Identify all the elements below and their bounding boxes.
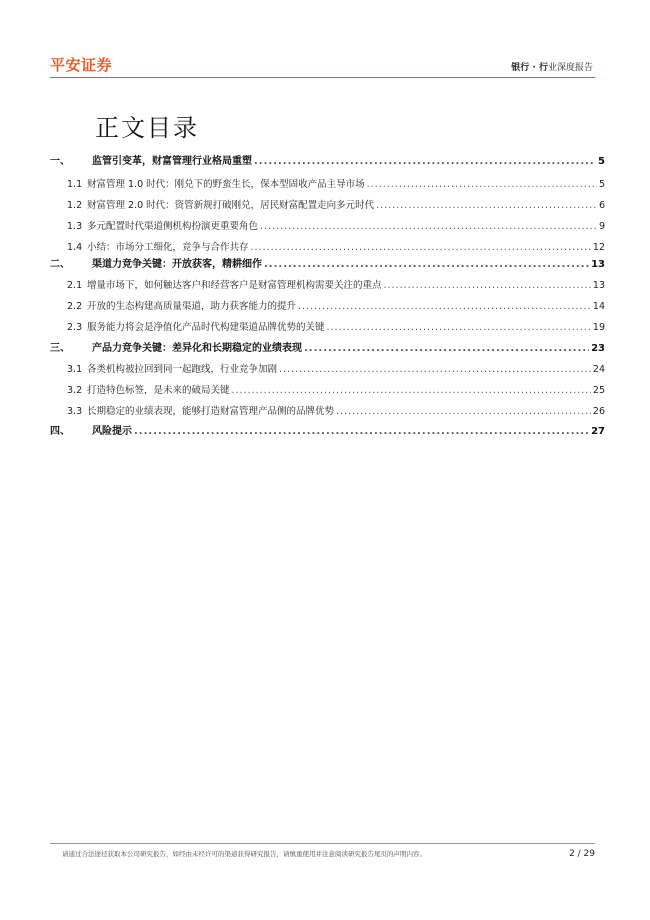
toc-entry-number: 2.2 [67,301,83,312]
toc-dot-leader [279,364,591,375]
toc-entry-title: 渠道力竞争关键：开放获客，精耕细作 [92,259,262,270]
toc-entry-number: 2.3 [67,322,83,333]
toc-dot-leader [384,280,591,291]
toc-entry-number: 一、 [50,156,70,167]
toc-dot-leader [264,259,589,270]
toc-dot-leader [304,343,589,354]
footer-disclaimer: 请通过合法途径获取本公司研究报告，如经由未经许可的渠道获得研究报告，请慎重使用并注意阅读研究报告尾页的声明内容。 [62,850,426,858]
toc-entry[interactable] [50,322,605,333]
company-logo: 平安证券 [50,56,113,74]
toc-entry-page: 25 [592,385,605,396]
toc-entry[interactable] [50,301,605,312]
toc-entry-page: 19 [592,322,605,333]
report-type: 业深度报告 [547,63,593,73]
toc-entry-title: 财富管理 2.0 时代：资管新规打破刚兑，居民财富配置走向多元时代 [87,200,375,211]
footer-divider [50,843,595,844]
toc-entry-title: 打造特色标签，是未来的破局关键 [87,385,230,396]
toc-entry-number: 3.3 [67,406,83,417]
toc-entry-number: 三、 [50,343,70,354]
toc-entry-page: 5 [598,156,605,167]
toc-entry-title: 产品力竞争关键：差异化和长期稳定的业绩表现 [92,343,302,354]
toc-entry-page: 27 [591,426,605,437]
toc-entry-title: 开放的生态构建高质量渠道，助力获客能力的提升 [87,301,297,312]
toc-entry[interactable] [50,242,605,253]
toc-dot-leader [298,301,591,312]
toc-entry-title: 长期稳定的业绩表现，能够打造财富管理产品侧的品牌优势 [87,406,335,417]
toc-entry-title: 财富管理 1.0 时代：刚兑下的野蛮生长，保本型固收产品主导市场 [87,179,365,190]
toc-dot-leader [327,322,591,333]
page-number: 2 / 29 [569,849,595,859]
toc-entry-title: 各类机构被拉回到同一起跑线，行业竞争加剧 [87,364,278,375]
toc-entry-number: 3.1 [67,364,83,375]
toc-entry-page: 14 [592,301,605,312]
toc-entry-title: 小结：市场分工细化，竞争与合作共存 [87,242,249,253]
toc-entry[interactable] [50,200,605,211]
toc-entry-title: 增量市场下，如何触达客户和经营客户是财富管理机构需要关注的重点 [87,280,382,291]
toc-entry[interactable] [50,156,605,167]
toc-dot-leader [367,179,597,190]
toc-entry-title: 多元配置时代渠道侧机构扮演更重要角色 [87,221,259,232]
toc-dot-leader [376,200,597,211]
toc-title: 正文目录 [95,114,199,142]
toc-entry-number: 2.1 [67,280,83,291]
toc-entry-number: 1.1 [67,179,83,190]
toc-entry-number: 1.4 [67,242,83,253]
header-divider [50,77,595,78]
toc-dot-leader [134,426,589,437]
toc-entry-page: 13 [591,259,605,270]
toc-dot-leader [336,406,591,417]
report-category [511,60,593,73]
toc-entry-title: 监管引变革，财富管理行业格局重塑 [92,156,252,167]
toc-entry-number: 四、 [50,426,70,437]
toc-entry[interactable] [50,221,605,232]
toc-entry-title: 服务能力将会是净值化产品时代构建渠道品牌优势的关键 [87,322,325,333]
toc-entry-number: 二、 [50,259,70,270]
toc-entry-page: 12 [592,242,605,253]
toc-entry[interactable] [50,364,605,375]
toc-dot-leader [260,221,597,232]
toc-dot-leader [232,385,591,396]
toc-entry-number: 3.2 [67,385,83,396]
toc-entry[interactable] [50,406,605,417]
toc-entry[interactable] [50,259,605,270]
toc-entry-page: 24 [592,364,605,375]
report-section: 银行 · 行 [511,63,548,73]
toc-dot-leader [251,242,591,253]
toc-entry-title: 风险提示 [92,426,132,437]
toc-entry-page: 26 [592,406,605,417]
toc-entry-page: 13 [592,280,605,291]
toc-entry-page: 5 [598,179,605,190]
toc-entry-page: 9 [598,221,605,232]
toc-entry[interactable] [50,343,605,354]
toc-entry-page: 6 [598,200,605,211]
toc-entry-page: 23 [591,343,605,354]
toc-entry-number: 1.2 [67,200,83,211]
toc-dot-leader [254,156,596,167]
toc-entry[interactable] [50,179,605,190]
toc-entry[interactable] [50,385,605,396]
toc-entry[interactable] [50,426,605,437]
toc-entry[interactable] [50,280,605,291]
toc-entry-number: 1.3 [67,221,83,232]
